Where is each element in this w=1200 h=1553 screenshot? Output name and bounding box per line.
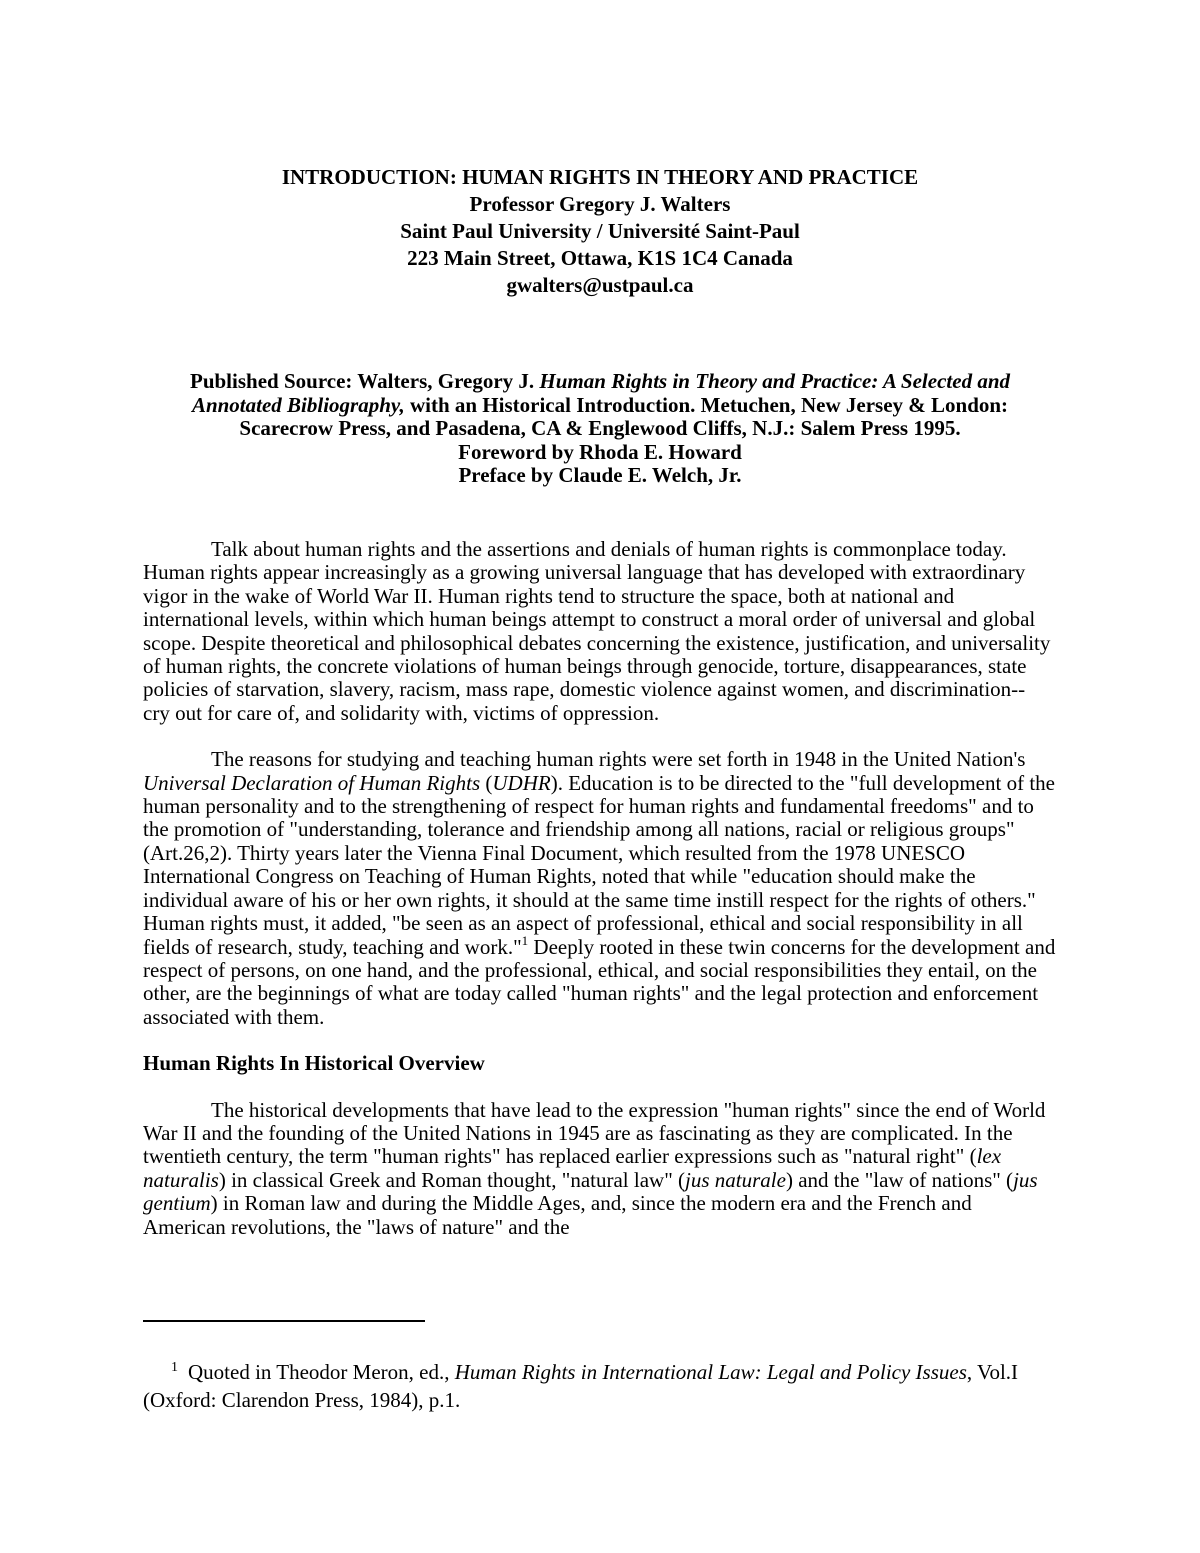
published-source-block: [143, 370, 1057, 488]
udhr-abbreviation: UDHR: [492, 770, 551, 795]
preface-credit: Preface by Claude E. Welch, Jr.: [458, 463, 742, 487]
paragraph-3-text-d: ) in Roman law and during the Middle Ages, and, since the modern era and the French and American revolutions, the "laws of nature" and the: [143, 1191, 972, 1239]
paragraph-3-text-c: ) and the "law of nations" (: [785, 1167, 1014, 1192]
paragraph-2-text-a: The reasons for studying and teaching human rights were set forth in 1948 in the United Nation's: [211, 747, 1026, 772]
paragraph-2: [143, 748, 1057, 1029]
body-text: [143, 538, 1057, 1239]
title-block: [143, 164, 1057, 299]
document-title: INTRODUCTION: HUMAN RIGHTS IN THEORY AND PRACTICE: [281, 165, 919, 189]
author-name: Professor Gregory J. Walters: [469, 192, 731, 216]
published-source-citation: [143, 370, 1057, 441]
paragraph-2-text-c: ). Education is to be directed to the "full development of the human personality and to the strengthening of respect for human rights and fundamental freedoms" and to the promotion of "understanding, tolerance and friendship among all nations, racial or religious groups" (Art.26,2). Thirty years later the Vienna Final Document, which resulted from the 1978 UNESCO International Congress on Teaching of Human Rights, noted that while "education should make the individual aware of his or her own rights, it should at the same time instill respect for the rights of others." Human rights must, it added, "be seen as an aspect of professional, ethical and social responsibility in all fields of research, study, teaching and work.": [143, 770, 1055, 959]
paragraph-3: [143, 1099, 1057, 1239]
paragraph-3-text-b: ) in classical Greek and Roman thought, "natural law" (: [218, 1167, 686, 1192]
footnote-mark: 1: [171, 1360, 178, 1375]
footnote-tail: , Vol.I (Oxford: Clarendon Press, 1984), p.1.: [143, 1360, 1019, 1412]
paragraph-2-text-d: Deeply rooted in these twin concerns for the development and respect of persons, on one hand, and the professional, ethical, and social responsibilities they entail, on the other, are the beginnings of what are today called "human rights" and the legal protection and enforcement associated with them.: [143, 934, 1056, 1029]
author-email: gwalters@ustpaul.ca: [506, 273, 694, 297]
jus-naturale-term: jus naturale: [685, 1167, 786, 1192]
paragraph-3-text-a: The historical developments that have lead to the expression "human rights" since the end of World War II and the founding of the United Nations in 1945 are as fascinating as they are complicated. In the twentieth century, the term "human rights" has replaced earlier expressions such as "natural right" (: [143, 1097, 1046, 1169]
source-lead: Published Source: Walters, Gregory J.: [190, 369, 540, 393]
footnote-separator: [143, 1320, 425, 1322]
paragraph-2-text-b: (: [480, 770, 493, 795]
foreword-credit: Foreword by Rhoda E. Howard: [458, 439, 742, 464]
paragraph-1: Talk about human rights and the assertions and denials of human rights is commonplace today. Human rights appear increasingly as a growing universal language that has developed with extraordinary vigor in the wake of World War II. Human rights tend to structure the space, both at national and international levels, within which human beings attempt to construct a moral order of universal and global scope. Despite theoretical and philosophical debates concerning the existence, justification, and universality of human rights, the concrete violations of human beings through genocide, torture, disappearances, state policies of starvation, slavery, racism, mass rape, domestic violence against women, and discrimination-- cry out for care of, and solidarity with, victims of oppression.: [143, 537, 1051, 725]
footnote-reference[interactable]: 1: [521, 932, 529, 948]
author-address: 223 Main Street, Ottawa, K1S 1C4 Canada: [407, 246, 793, 270]
jus-gentium-term: jus gentium: [143, 1167, 1038, 1216]
udhr-title: Universal Declaration of Human Rights: [143, 770, 481, 795]
source-book-title: Human Rights in Theory and Practice: A Selected and Annotated Bibliography,: [191, 369, 1010, 417]
footnote-lead: Quoted in Theodor Meron, ed.,: [188, 1360, 455, 1384]
source-publication-details: with an Historical Introduction. Metuchen, New Jersey & London: Scarecrow Press, and Pasadena, CA & Englewood Cliffs, N.J.: Salem Press 1995.: [239, 392, 1009, 440]
footnote-title: Human Rights in International Law: Legal and Policy Issues: [454, 1360, 967, 1384]
section-heading: Human Rights In Historical Overview: [143, 1051, 485, 1076]
document-page: [143, 0, 1057, 1553]
lex-naturalis-term: lex naturalis: [143, 1144, 1002, 1192]
footnote-1: [143, 1358, 1057, 1414]
author-institution: Saint Paul University / Université Saint-Paul: [400, 219, 800, 243]
